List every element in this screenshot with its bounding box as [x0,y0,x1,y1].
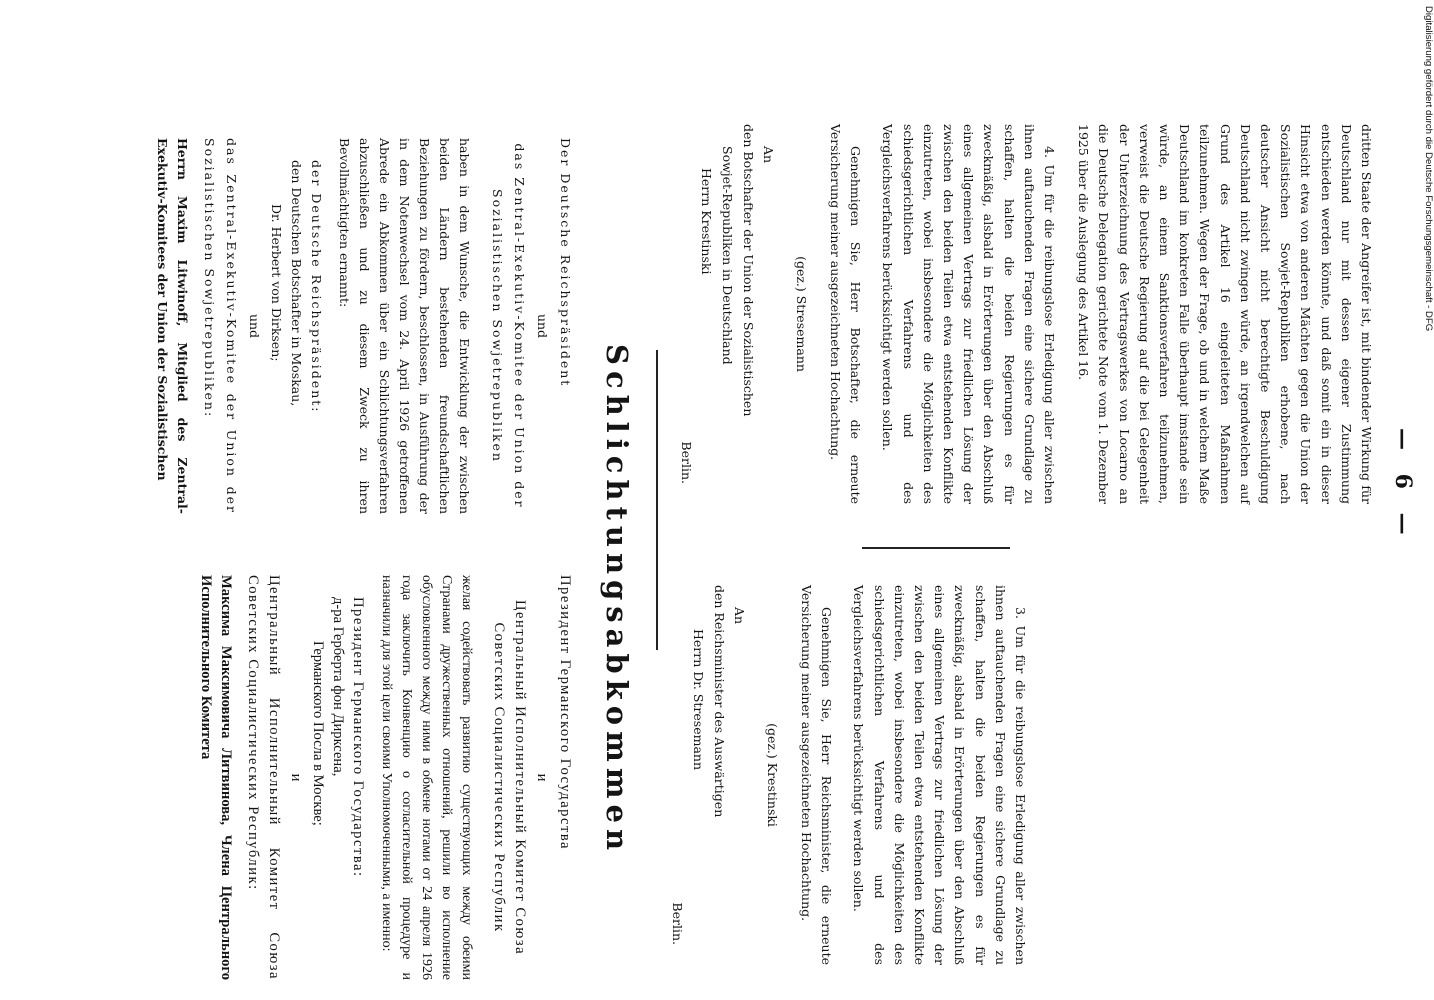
right-city: Berlin. [670,902,686,945]
left-paragraph-4: 4. Um für die reibungslose Erledigung aller zwischen ihnen auftauchenden Fragen eine sichere Grundlage zu schaffen, halten die beiden Regierungen es für zweckmäßig, alsbald in Erörterungen über den Abschluß eines allgemeinen Vertrags zur friedlichen Lösung der zwischen den beiden Teilen etwa entstehenden Konflikte einzutreten, wobei insbesondere die Möglichkeiten des schiedsgerichtlichen Verfahrens und des Vergleichsverfahrens berücksichtigt werden sollen. [880,124,1057,504]
digitization-credit-text: Digitalisierung gefördert durch die Deutsche Forschungsgemeinschaft - DFG [1423,6,1434,332]
digitization-credit [1420,6,1434,436]
german-plenipotentiary-2-name: Herrn Maxim Litwinoff, Mitglied des Zentral-Exekutiv-Komitees der Union der Sozialistischen [155,138,190,514]
german-plenipotentiary-1-line: den Deutschen Botschafter in Moskau, [289,160,304,407]
left-addressee-line: Sowjet-Republiken in Deutschland [719,146,735,365]
russian-body: желая содействовать развитию существующих между обеими Странами дружественных отношений, решили во исполнение обусловленного между ними в обмене нотами от 24 апреля 1926 года заключить Конвенцию о согласительной процедуре и назначили для этой цели своими Уполномоченными, а именно: [379,575,474,980]
russian-plenipotentiary-2-head: Центральный Исполнительный Комитет Союза Советских Социалистических Республик: [245,575,282,980]
page-number: — 6 — [1390,428,1416,543]
left-signature: (gez.) Stresemann [793,256,809,372]
right-column [667,585,1376,965]
agreement-title: Schlichtungsabkommen [600,344,634,857]
german-agreement-column [152,138,576,514]
russian-plenipotentiary-1-line: д-ра Герберта фон Дирксена, [330,597,346,777]
right-paragraph-3: 3. Um für die reibungslose Erledigung aller zwischen ihnen auftauchenden Fragen eine sichere Grundlage zu schaffen, halten die beiden Regierungen es für zweckmäßig, alsbald in Erörterungen über den Abschluß eines allgemeinen Vertrags zur friedlichen Lösung der zwischen den beiden Teilen etwa entstehenden Konflikte einzutreten, wobei insbesondere die Möglichkeiten des schiedsgerichtlichen Verfahrens und des Vergleichsverfahrens berücksichtigt werden sollen. [851,585,1028,965]
left-addressee-an: An [761,146,777,164]
russian-and-2: и [288,773,304,782]
russian-plenipotentiary-1-line: Германского Посла в Москве; [310,641,326,826]
section-divider [656,350,658,650]
german-plenipotentiary-1-line: Dr. Herbert von Dirksen; [269,204,284,362]
german-and-2: und [247,313,262,339]
russian-agreement-column [196,575,576,980]
german-party-1: Der Deutsche Reichspräsident [558,138,573,388]
russian-plenipotentiary-1-head: Президент Германского Государства: [350,597,366,878]
left-city: Berlin. [678,441,694,484]
german-plenipotentiary-1-head: der Deutsche Reichspräsident: [309,160,324,414]
left-intro-paragraph: dritten Staate der Angreifer ist, mit bindender Wirkung für Deutschland nur mit dessen eigener Zustimmung entschieden werden könnte, und daß somit ein in dieser Hinsicht etwa von anderen Mächten gegen die Union der Sozialistischen Sowjet-Republiken erhobene, nach deutscher Ansicht nicht berechtigte Beschuldigung Deutschland nicht zwingen würde, an irgendwelchen auf Grund des Artikel 16 eingeleiteten Maßnahmen teilzunehmen. Wegen der Frage, ob und in welchem Maße Deutschland im konkreten Falle überhaupt imstande sein würde, an einem Sanktionsverfahren teilzunehmen, verweist die Deutsche Regierung auf die bei Gelegenheit der Unterzeichnung des Vertragswerkes von Locarno an die Deutsche Delegation gerichtete Note vom 1. Dezember 1925 über die Auslegung des Artikel 16. [1076,124,1374,504]
left-addressee-name: Herrn Krestinski [699,168,715,275]
right-closing: Genehmigen Sie, Herr Reichsminister, die erneute Versicherung meiner ausgezeichneten Hochachtung. [798,585,835,965]
german-plenipotentiary-2-head: das Zentral-Exekutiv-Komitee der Union der Sozialistischen Sowjetrepubliken: [202,138,239,514]
russian-party-2: Центральный Исполнительный Комитет Союза Советских Социалистических Республик [491,599,528,956]
column-separator [862,547,1010,549]
right-addressee-an: An [732,607,748,625]
russian-and-1: и [534,773,550,782]
left-addressee-line: den Botschafter der Union der Sozialistischen [740,124,756,417]
german-body: haben in dem Wunsche, die Entwicklung der zwischen beiden Ländern bestehenden freundschaftlichen Beziehungen zu fördern, beschlossen, in Ausführung der in dem Notenwechsel vom 24. April 1926 getroffenen Abrede ein Abkommen über ein Schlichtungsverfahren abzuschließen und zu diesem Zweck zu ihren Bevollmächtigten ernannt: [337,138,472,514]
right-addressee-line: den Reichsminister des Auswärtigen [711,585,727,818]
right-addressee-name: Herrn Dr. Stresemann [690,629,706,771]
german-party-2: das Zentral-Exekutiv-Komitee der Union der Sozialistischen Sowjetrepubliken [490,143,527,509]
left-closing: Genehmigen Sie, Herr Botschafter, die erneute Versicherung meiner ausgezeichneten Hochachtung. [827,124,864,504]
right-signature: (gez.) Krestinski [764,723,780,827]
german-and-1: und [535,313,550,339]
russian-plenipotentiary-2-name: Максима Максимовича Литвинова, Члена Центрального Исполнительного Комитета [198,575,234,980]
left-column [675,124,1376,504]
russian-party-1: Президент Германского Государства [557,575,573,851]
